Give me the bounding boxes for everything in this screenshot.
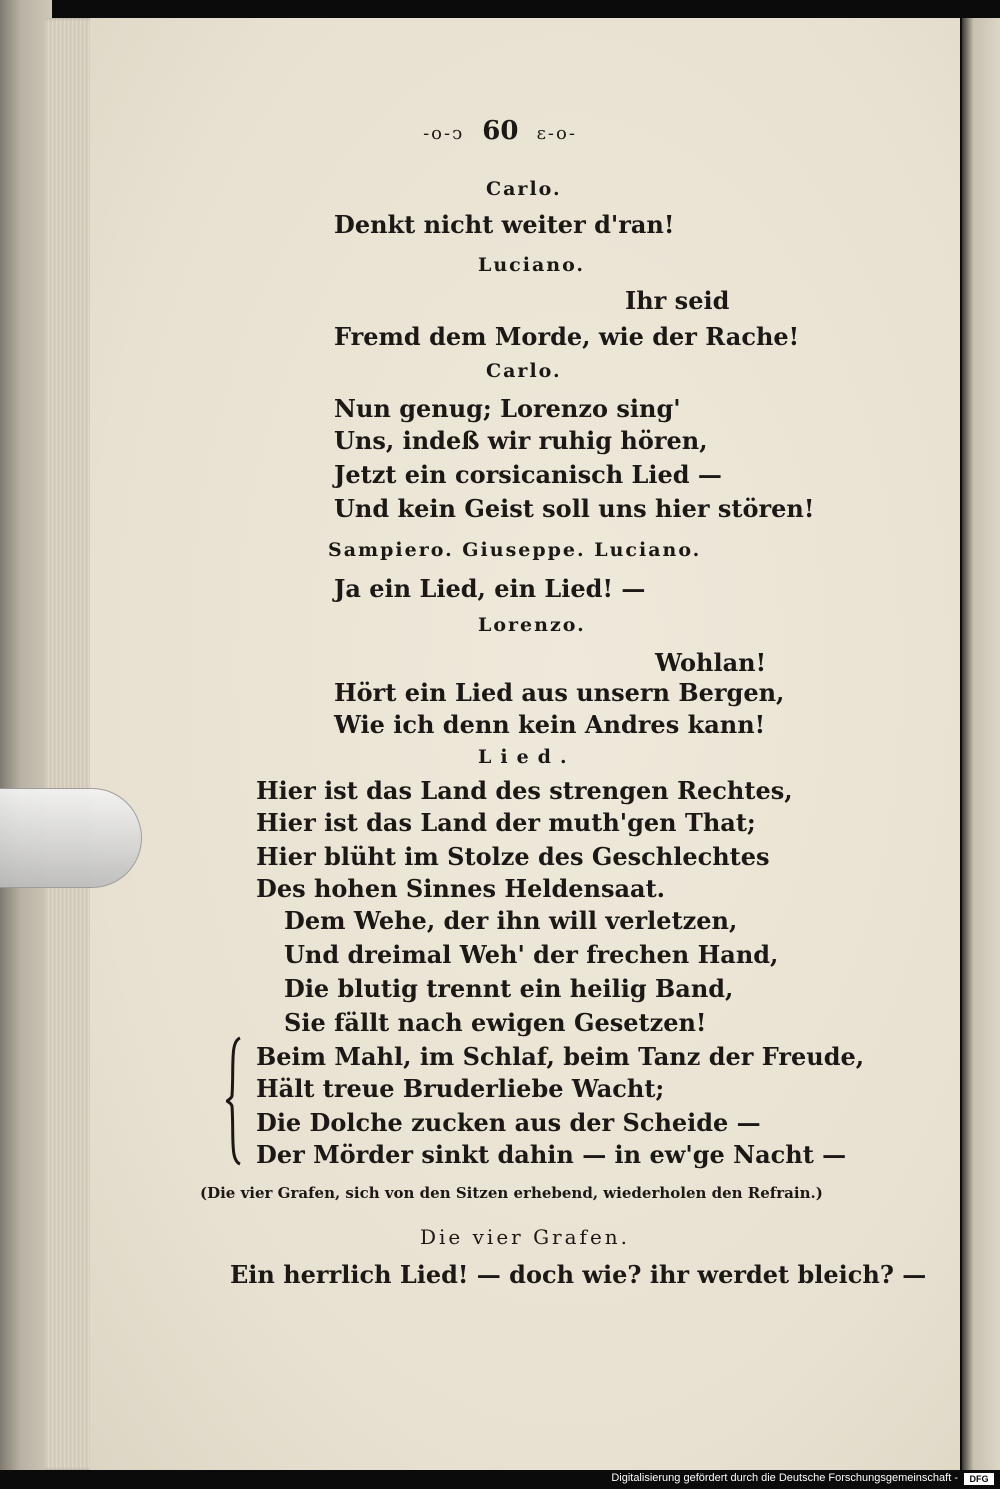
- ornament-left: -o-ↄ: [423, 123, 465, 144]
- page-number: 60: [482, 116, 519, 146]
- verse-line: Denkt nicht weiter d'ran!: [334, 210, 675, 239]
- final-line: Ein herrlich Lied! — doch wie? ihr werdet bleich? —: [230, 1260, 927, 1289]
- song-line: Sie fällt nach ewigen Gesetzen!: [284, 1008, 707, 1037]
- song-line: Und dreimal Weh' der frechen Hand,: [284, 940, 779, 969]
- footer-bar: [0, 1470, 1000, 1489]
- speaker-label: Die vier Grafen.: [420, 1225, 631, 1249]
- speaker-label: Carlo.: [486, 178, 562, 200]
- song-line: Die blutig trennt ein heilig Band,: [284, 974, 734, 1003]
- verse-line: Hört ein Lied aus unsern Bergen,: [334, 678, 785, 707]
- ornament-right: ɛ-o-: [536, 123, 577, 144]
- verse-line: Wie ich denn kein Andres kann!: [334, 710, 766, 739]
- scanner-thumb-guard: [0, 788, 142, 888]
- dfg-logo-icon: DFG: [964, 1473, 994, 1485]
- song-line: Hier ist das Land der muth'gen That;: [256, 808, 756, 837]
- refrain-line: Hält treue Bruderliebe Wacht;: [256, 1074, 665, 1103]
- song-line: Hier blüht im Stolze des Geschlechtes: [256, 842, 770, 871]
- verse-line: Wohlan!: [655, 648, 767, 677]
- speaker-label: Luciano.: [478, 254, 586, 276]
- page-number-header: [0, 116, 1000, 146]
- song-title: Lied.: [478, 746, 576, 768]
- song-line: Dem Wehe, der ihn will verletzen,: [284, 906, 738, 935]
- verse-line: Ja ein Lied, ein Lied! —: [334, 574, 646, 603]
- right-page-edge: [962, 18, 1000, 1470]
- stage-direction: (Die vier Grafen, sich von den Sitzen erhebend, wiederholen den Refrain.): [200, 1184, 823, 1202]
- refrain-line: Der Mörder sinkt dahin — in ew'ge Nacht —: [256, 1140, 847, 1169]
- song-line: Des hohen Sinnes Heldensaat.: [256, 874, 666, 903]
- verse-line: Ihr seid: [625, 286, 730, 315]
- speaker-label: Lorenzo.: [478, 614, 586, 636]
- verse-line: Uns, indeß wir ruhig hören,: [334, 426, 708, 455]
- refrain-line: Beim Mahl, im Schlaf, beim Tanz der Freude,: [256, 1042, 865, 1071]
- speaker-label: Sampiero. Giuseppe. Luciano.: [328, 539, 702, 561]
- verse-line: Fremd dem Morde, wie der Rache!: [334, 322, 800, 351]
- page-stack-edge: [45, 18, 95, 1470]
- song-line: Hier ist das Land des strengen Rechtes,: [256, 776, 793, 805]
- refrain-brace: [226, 1036, 242, 1166]
- verse-line: Und kein Geist soll uns hier stören!: [334, 494, 815, 523]
- verse-line: Jetzt ein corsicanisch Lied —: [334, 460, 722, 489]
- refrain-line: Die Dolche zucken aus der Scheide —: [256, 1108, 761, 1137]
- footer-credit: Digitalisierung gefördert durch die Deutsche Forschungsgemeinschaft -: [611, 1472, 958, 1484]
- verse-line: Nun genug; Lorenzo sing': [334, 394, 681, 423]
- speaker-label: Carlo.: [486, 360, 562, 382]
